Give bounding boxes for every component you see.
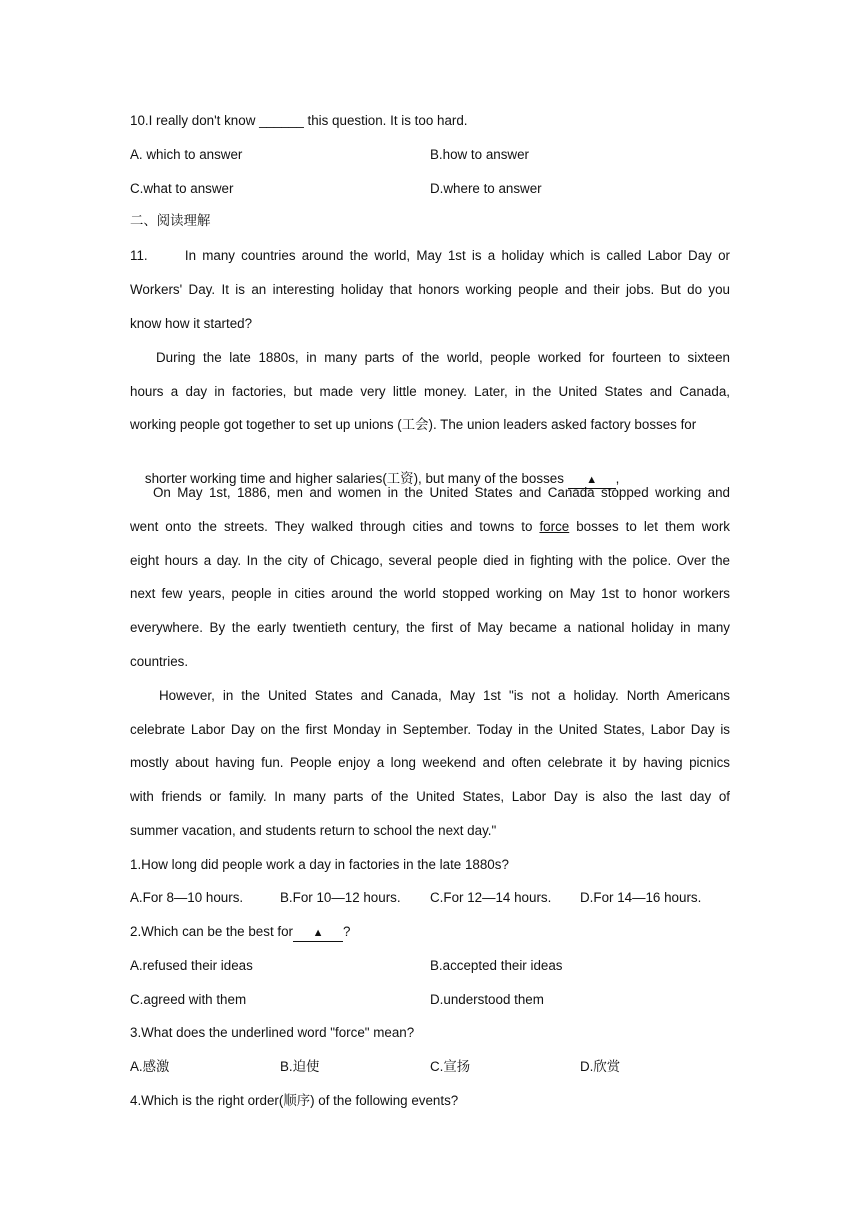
q2-stem-text: ? xyxy=(343,924,351,939)
passage-text: ), but many of the bosses xyxy=(413,471,568,486)
q2-option-c: C.agreed with them xyxy=(130,992,247,1007)
triangle-marker: ▲ xyxy=(586,474,598,486)
q10-option-a: A. which to answer xyxy=(130,147,243,162)
q3-option-c xyxy=(430,1057,470,1078)
passage-line: countries. xyxy=(130,654,189,669)
passage-line: Workers' Day. It is an interesting holiday that honors working people and their jobs. But do you xyxy=(130,282,730,297)
option-letter: B. xyxy=(280,1059,293,1074)
option-letter: A. xyxy=(130,1059,143,1074)
option-letter: C. xyxy=(430,1059,444,1074)
q4-stem xyxy=(130,1091,730,1112)
q2-stem xyxy=(130,922,730,942)
q1-stem: 1.How long did people work a day in factories in the late 1880s? xyxy=(130,857,509,872)
passage-line: However, in the United States and Canada, May 1st "is not a holiday. North Americans xyxy=(159,688,730,703)
q2-option-a: A.refused their ideas xyxy=(130,958,253,973)
passage-line: know how it started? xyxy=(130,316,253,331)
section-title: 二、阅读理解 xyxy=(130,214,211,229)
q3-option-d xyxy=(580,1057,620,1078)
q1-option-c: C.For 12—14 hours. xyxy=(430,890,552,905)
passage-text: went onto the streets. They walked through cities and towns to xyxy=(130,519,540,534)
answer-blank xyxy=(293,924,343,942)
passage-line: eight hours a day. In the city of Chicago, several people died in fighting with the police. Over the xyxy=(130,553,730,568)
q1-option-b: B.For 10—12 hours. xyxy=(280,890,401,905)
q3-stem: 3.What does the underlined word "force" mean? xyxy=(130,1025,415,1040)
q3-option-a xyxy=(130,1057,169,1078)
q2-option-d: D.understood them xyxy=(430,992,544,1007)
passage-line: summer vacation, and students return to school the next day." xyxy=(130,823,497,838)
passage-line: next few years, people in cities around the world stopped working on May 1st to honor workers xyxy=(130,586,730,601)
q10-stem: 10.I really don't know ______ this question. It is too hard. xyxy=(130,113,468,128)
q3-option-b xyxy=(280,1057,319,1078)
option-letter: D. xyxy=(580,1059,594,1074)
passage-line xyxy=(130,415,730,436)
passage-cjk-term: 工会 xyxy=(401,418,429,433)
passage-line: 11. In many countries around the world, May 1st is a holiday which is called Labor Day or xyxy=(130,248,730,263)
q10-option-c: C.what to answer xyxy=(130,181,234,196)
q2-stem-text: 2.Which can be the best for xyxy=(130,924,294,939)
passage-text: bosses to let them work xyxy=(569,519,730,534)
q2-option-b: B.accepted their ideas xyxy=(430,958,563,973)
passage-line: On May 1st, 1886, men and women in the United States and Canada stopped working and xyxy=(153,485,730,500)
passage-line: with friends or family. In many parts of the United States, Labor Day is also the last day of xyxy=(130,789,730,804)
q1-option-d: D.For 14—16 hours. xyxy=(580,890,702,905)
passage-line xyxy=(130,517,730,537)
option-text: 感激 xyxy=(142,1060,170,1075)
passage-text: shorter working time and higher salaries( xyxy=(144,471,387,486)
passage-line: During the late 1880s, in many parts of the world, people worked for fourteen to sixteen xyxy=(156,350,730,365)
q10-option-d: D.where to answer xyxy=(430,181,542,196)
q4-cjk-term: 顺序 xyxy=(283,1094,311,1109)
option-text: 迫使 xyxy=(292,1060,320,1075)
underlined-word-force: force xyxy=(539,519,570,534)
q1-option-a: A.For 8—10 hours. xyxy=(130,890,244,905)
passage-text: , xyxy=(615,471,620,486)
triangle-marker: ▲ xyxy=(312,927,324,939)
passage-text: working people got together to set up unions ( xyxy=(130,417,402,432)
passage-cjk-term: 工资 xyxy=(386,472,414,487)
q4-stem-text: ) of the following events? xyxy=(310,1093,459,1108)
passage-line: hours a day in factories, but made very little money. Later, in the United States and Canada, xyxy=(130,384,730,399)
q10-option-b: B.how to answer xyxy=(430,147,529,162)
option-text: 宣扬 xyxy=(443,1060,471,1075)
q4-stem-text: 4.Which is the right order( xyxy=(130,1093,284,1108)
passage-line: mostly about having fun. People enjoy a long weekend and often celebrate it by having picnics xyxy=(130,755,730,770)
passage-text: ). The union leaders asked factory bosses for xyxy=(428,417,697,432)
option-text: 欣赏 xyxy=(593,1060,621,1075)
passage-line: everywhere. By the early twentieth century, the first of May became a national holiday in many xyxy=(130,620,730,635)
passage-line: celebrate Labor Day on the first Monday in September. Today in the United States, Labor Day is xyxy=(130,722,730,737)
